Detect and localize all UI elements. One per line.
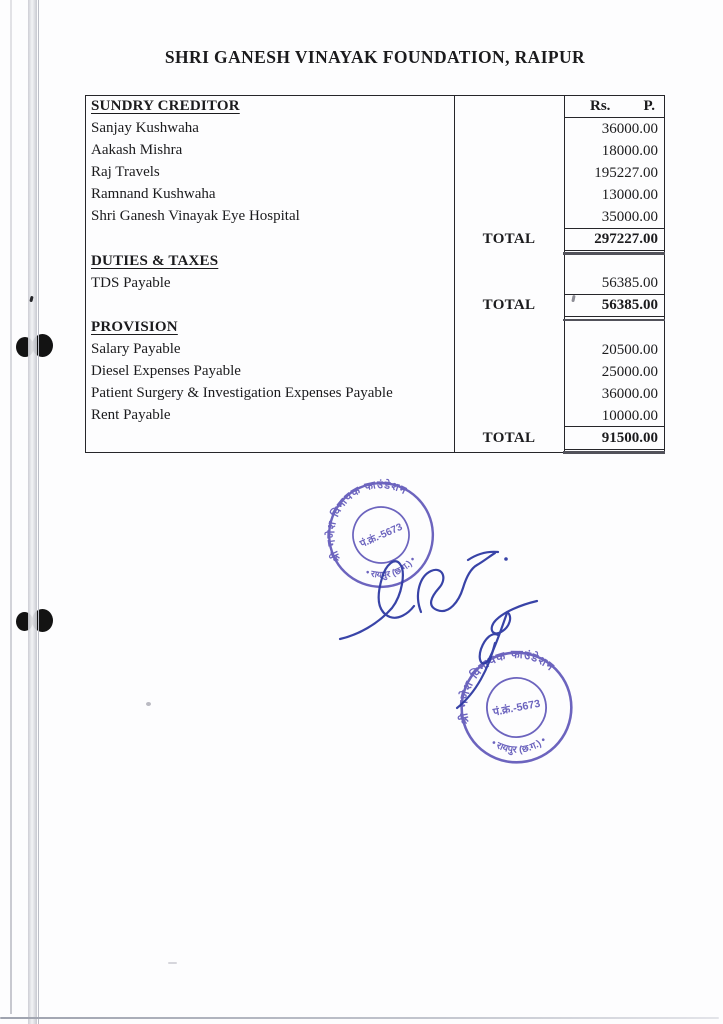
- table-row: [86, 361, 664, 383]
- total-label: TOTAL: [482, 429, 536, 446]
- total-row: [86, 295, 664, 317]
- total-label: TOTAL: [482, 231, 536, 248]
- creditor-name: Salary Payable: [91, 341, 181, 358]
- creditor-name: Shri Ganesh Vinayak Eye Hospital: [91, 208, 300, 225]
- amount-value: 36000.00: [601, 385, 658, 402]
- stamp-registration-number: पं.क्रं.-5673: [358, 521, 405, 551]
- table-row: [86, 273, 664, 295]
- total-row: [86, 427, 664, 449]
- stamp-ring-text-top: श्री गणेश विनायक फाउंडेशन: [325, 479, 409, 564]
- creditor-name: Rent Payable: [91, 407, 171, 424]
- amount-value: 56385.00: [564, 273, 664, 295]
- table-row: [86, 96, 664, 118]
- amount-value: 35000.00: [564, 206, 664, 228]
- table-row: [86, 339, 664, 361]
- creditor-name: Aakash Mishra: [91, 142, 183, 159]
- creditor-name: TDS Payable: [91, 274, 171, 291]
- stamp-ring-text-bottom: • रायपुर (छ.ग.) •: [364, 554, 418, 580]
- table-row: [86, 383, 664, 405]
- total-label: TOTAL: [482, 297, 536, 314]
- table-row: [86, 251, 664, 273]
- section-header: DUTIES & TAXES: [91, 252, 219, 269]
- signature: [440, 590, 560, 725]
- stamp-ring-text-bottom: • रायपुर (छ.ग.) •: [489, 734, 549, 756]
- table-row: [86, 162, 664, 184]
- scan-speck: [168, 962, 177, 964]
- total-row: [86, 229, 664, 251]
- page-title: SHRI GANESH VINAYAK FOUNDATION, RAIPUR: [164, 47, 586, 67]
- page-edge-shadow: [10, 0, 12, 1014]
- stamp-ring-text-top: श्री गणेश विनायक फाउंडेशन: [457, 648, 557, 726]
- amount-value: 36000.00: [601, 120, 658, 137]
- amount-value: 10000.00: [564, 405, 664, 427]
- amount-value: 18000.00: [601, 142, 658, 159]
- amount-value: 13000.00: [601, 186, 658, 203]
- ledger-table: [85, 95, 665, 453]
- scan-speck: [146, 702, 151, 706]
- table-row: [86, 140, 664, 162]
- total-amount: 91500.00: [564, 427, 664, 449]
- section-header: SUNDRY CREDITOR: [91, 98, 240, 114]
- table-row: [86, 405, 664, 427]
- creditor-name: Sanjay Kushwaha: [91, 120, 199, 137]
- page-bottom-shadow: [0, 1017, 719, 1020]
- table-row: [86, 118, 664, 140]
- amount-value: 25000.00: [601, 363, 658, 380]
- creditor-name: Ramnand Kushwaha: [91, 186, 216, 203]
- p-header: P.: [643, 98, 655, 114]
- page-spine-shadow: [28, 0, 37, 1024]
- creditor-name: Patient Surgery & Investigation Expenses Payable: [91, 385, 393, 402]
- table-divider: [454, 96, 455, 452]
- amount-value: 20500.00: [601, 341, 658, 358]
- amount-value: 195227.00: [594, 164, 658, 181]
- creditor-name: Raj Travels: [91, 164, 160, 181]
- total-amount: 297227.00: [564, 229, 664, 251]
- section-header: PROVISION: [91, 318, 178, 335]
- rs-header: Rs.: [590, 98, 611, 114]
- stamp-registration-number: पं.क्रं.-5673: [492, 697, 542, 719]
- table-row: [86, 184, 664, 206]
- page-spine-line: [38, 0, 39, 1024]
- table-row: [86, 206, 664, 228]
- table-row: [86, 317, 664, 339]
- creditor-name: Diesel Expenses Payable: [91, 363, 241, 380]
- amount-column-header: [564, 96, 664, 118]
- total-amount: 56385.00: [564, 295, 664, 317]
